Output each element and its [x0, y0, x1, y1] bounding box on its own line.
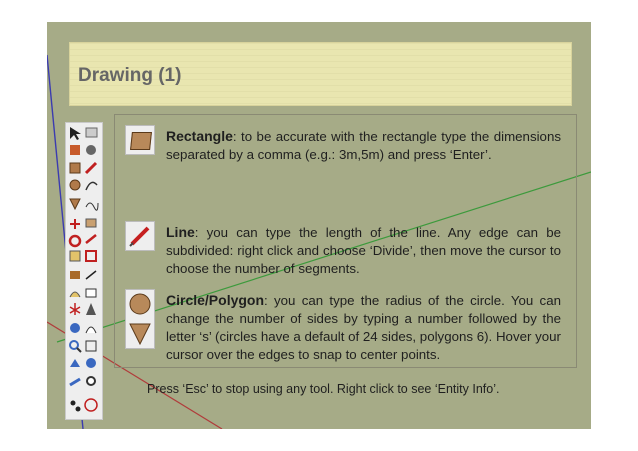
position-camera-icon [70, 379, 80, 385]
page-title: Drawing (1) [78, 65, 182, 86]
polygon-tool-icon [70, 199, 80, 209]
protractor-icon [70, 292, 80, 297]
circle-polygon-heading: Circle/Polygon [166, 292, 265, 308]
pushpull-tool-icon [86, 219, 96, 227]
rectangle-paragraph [166, 127, 561, 164]
tape-icon [86, 145, 96, 155]
slide [47, 22, 591, 429]
line-description: : you can type the length of the line. Any edge can be subdivided: right click and choose ‘Divide’, then move the cursor to choose the number of segments. [166, 225, 561, 276]
rotate-tool-icon [70, 236, 80, 246]
line-row-icon [125, 221, 155, 251]
axes-icon [70, 303, 80, 315]
footer-note: Press ‘Esc’ to stop using any tool. Right click to see ‘Entity Info’. [147, 382, 500, 396]
scale-tool-icon [70, 251, 80, 261]
zoom-window-icon [86, 341, 96, 351]
eraser-icon [86, 128, 97, 137]
look-around-icon [87, 377, 95, 385]
rectangle-heading: Rectangle [166, 128, 233, 144]
rectangle-tool-icon [70, 163, 80, 173]
arc-tool-icon [86, 182, 97, 190]
circle-tool-icon [70, 180, 80, 190]
circle-polygon-paragraph [166, 291, 561, 364]
zoom-extents-icon [70, 359, 80, 367]
circle-polygon-row-icon [125, 289, 155, 349]
rectangle-row-icon [125, 125, 155, 155]
toolbar-icons [66, 123, 102, 419]
line-paragraph [166, 223, 561, 278]
sketchup-toolbar [65, 122, 103, 420]
previous-view-icon [86, 358, 96, 368]
content-box [114, 114, 577, 368]
walk-icon [71, 401, 81, 412]
rectangle-description: : to be accurate with the rectangle type the dimensions separated by a comma (e.g.: 3m,5m) and press ‘Enter’. [166, 129, 561, 162]
freehand-tool-icon [86, 203, 98, 210]
select-icon [70, 127, 81, 140]
orbit-icon [70, 323, 80, 333]
pencil-tool-icon [86, 163, 96, 173]
paint-bucket-icon [70, 145, 80, 155]
tape-measure-icon [70, 271, 80, 279]
section-plane-icon [85, 399, 97, 411]
line-heading: Line [166, 224, 195, 240]
circle-polygon-description: : you can type the radius of the circle. You can change the number of sides by typing a number followed by the letter ‘s’ (circles have a default of 24 sides, polygons 6). Hover your cursor over the edges to snap to center points. [166, 293, 561, 362]
3d-text-icon [86, 303, 96, 315]
text-tool-icon [86, 289, 96, 297]
pencil-icon [126, 222, 154, 250]
title-band [69, 42, 572, 106]
offset-tool-icon [86, 251, 96, 261]
dimension-icon [86, 271, 96, 279]
circle-polygon-icon [126, 290, 154, 348]
move-tool-icon [70, 219, 80, 229]
pan-icon [86, 327, 96, 333]
followme-tool-icon [86, 235, 96, 243]
rectangle-icon [130, 132, 152, 150]
zoom-icon [70, 341, 81, 352]
